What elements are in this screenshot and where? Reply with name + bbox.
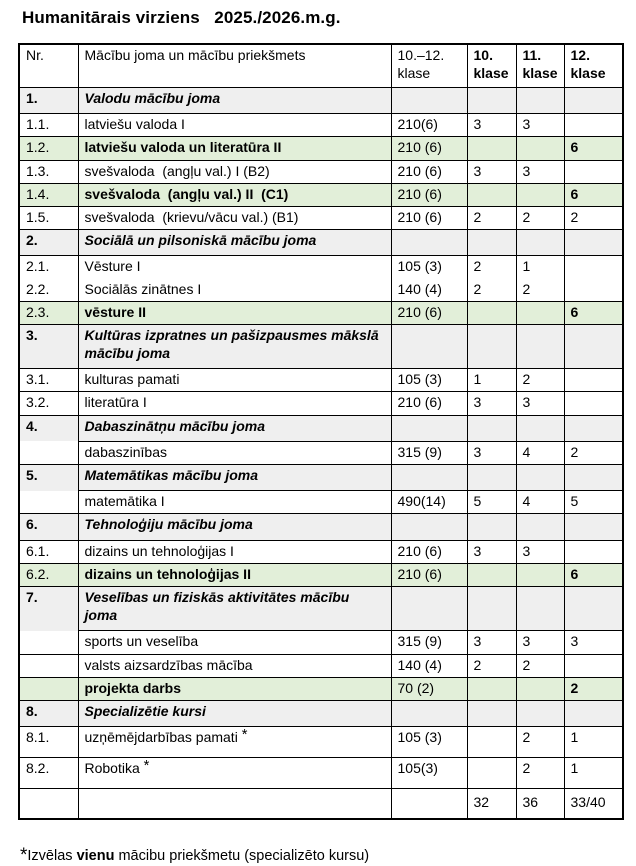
- subject-cell: Kultūras izpratnes un pašizpausmes mākslā mācību joma: [78, 324, 391, 368]
- subject-row: [19, 392, 623, 415]
- hours-total-cell: 210 (6): [391, 137, 467, 160]
- hours-total-cell: 210 (6): [391, 301, 467, 324]
- row-number-cell: 8.1.: [19, 727, 78, 758]
- highlighted-subject-row: [19, 183, 623, 206]
- subject-cell: Veselības un fiziskās aktivitātes mācību joma: [78, 586, 391, 630]
- grade-12-cell: 2: [564, 677, 623, 700]
- header-nr: Nr.: [19, 44, 78, 88]
- grade-12-cell: [564, 230, 623, 256]
- subject-cell: Valodu mācību joma: [78, 88, 391, 114]
- row-number-cell: [19, 677, 78, 700]
- footnote-text-bold: vienu: [76, 847, 115, 864]
- grade-11-cell: [516, 324, 564, 368]
- subject-cell: latviešu valoda I: [78, 114, 391, 137]
- subject-row: [19, 369, 623, 392]
- row-number-cell: 8.: [19, 700, 78, 726]
- grade-12-cell: [564, 324, 623, 368]
- grade-11-cell: [516, 301, 564, 324]
- hours-total-cell: 105 (3): [391, 727, 467, 758]
- grade-12-cell: [564, 586, 623, 630]
- hours-total-cell: 315 (9): [391, 441, 467, 464]
- grade-11-cell: [516, 700, 564, 726]
- hours-total-cell: 210 (6): [391, 160, 467, 183]
- subject-row: [19, 654, 623, 677]
- grade-10-cell: [467, 677, 516, 700]
- subject-cell: uzņēmējdarbības pamati *: [78, 727, 391, 758]
- grade-12-cell: [564, 114, 623, 137]
- asterisk-marker: *: [241, 727, 248, 744]
- grade-11-cell: 3: [516, 392, 564, 415]
- grade-12-cell: [564, 256, 623, 279]
- grade-11-cell: [516, 88, 564, 114]
- row-number-cell: [19, 654, 78, 677]
- hours-total-cell: [391, 586, 467, 630]
- subject-cell: sports un veselība: [78, 631, 391, 654]
- grade-11-cell: 4: [516, 441, 564, 464]
- grade-10-cell: [467, 586, 516, 630]
- grade-12-cell: 6: [564, 301, 623, 324]
- footnote-asterisk-icon: *: [20, 844, 28, 866]
- grade-11-cell: 2: [516, 279, 564, 302]
- grade-10-cell: 3: [467, 160, 516, 183]
- grade-10-cell: [467, 183, 516, 206]
- subject-cell: dabaszinības: [78, 441, 391, 464]
- row-number-cell: 6.2.: [19, 563, 78, 586]
- grade-10-cell: [467, 230, 516, 256]
- header-subject: Mācību joma un mācību priekšmets: [78, 44, 391, 88]
- row-number-cell: [19, 789, 78, 819]
- highlighted-subject-row: [19, 677, 623, 700]
- grade-12-cell: 2: [564, 206, 623, 229]
- subject-cell: vēsture II: [78, 301, 391, 324]
- hours-total-cell: [391, 88, 467, 114]
- subject-cell: Vēsture I: [78, 256, 391, 279]
- section-row: [19, 465, 623, 491]
- asterisk-marker: *: [143, 758, 150, 775]
- grade-11-cell: 2: [516, 727, 564, 758]
- footnote: [20, 844, 636, 866]
- grade-10-cell: [467, 514, 516, 540]
- hours-total-cell: 210 (6): [391, 206, 467, 229]
- row-number-cell: 6.1.: [19, 540, 78, 563]
- header-total-hours: 10.–12. klase: [391, 44, 467, 88]
- grade-10-cell: [467, 563, 516, 586]
- grade-11-cell: 3: [516, 160, 564, 183]
- grade-11-cell: [516, 230, 564, 256]
- row-number-cell: 7.: [19, 586, 78, 630]
- grade-11-cell: [516, 514, 564, 540]
- header-grade-11: 11. klase: [516, 44, 564, 88]
- subject-cell: projekta darbs: [78, 677, 391, 700]
- section-row: [19, 514, 623, 540]
- subject-cell: Dabaszinātņu mācību joma: [78, 415, 391, 441]
- hours-total-cell: 490(14): [391, 491, 467, 514]
- highlighted-subject-row: [19, 137, 623, 160]
- grade-10-cell: [467, 465, 516, 491]
- subject-cell: Matemātikas mācību joma: [78, 465, 391, 491]
- grade-10-cell: 3: [467, 114, 516, 137]
- row-number-cell: 4.: [19, 415, 78, 441]
- header-grade-12: 12. klase: [564, 44, 623, 88]
- hours-total-cell: [391, 324, 467, 368]
- subject-cell: Sociālā un pilsoniskā mācību joma: [78, 230, 391, 256]
- hours-total-cell: 140 (4): [391, 279, 467, 302]
- header-grade-10: 10. klase: [467, 44, 516, 88]
- footnote-text-pre: Izvēlas: [27, 847, 77, 864]
- grade-10-cell: [467, 301, 516, 324]
- row-number-cell: 2.2.: [19, 279, 78, 302]
- grade-10-cell: [467, 700, 516, 726]
- subject-cell: Tehnoloģiju mācību joma: [78, 514, 391, 540]
- grade-11-cell: [516, 586, 564, 630]
- row-number-cell: 1.5.: [19, 206, 78, 229]
- footnote-text-post: mācibu priekšmetu (specializēto kursu): [114, 847, 370, 864]
- hours-total-cell: 210 (6): [391, 563, 467, 586]
- grade-11-cell: [516, 465, 564, 491]
- row-number-cell: 1.3.: [19, 160, 78, 183]
- grade-10-cell: 32: [467, 789, 516, 819]
- grade-10-cell: 2: [467, 256, 516, 279]
- header-row: [19, 44, 623, 88]
- grade-12-cell: [564, 392, 623, 415]
- row-number-cell: 2.3.: [19, 301, 78, 324]
- subject-cell: Sociālās zinātnes I: [78, 279, 391, 302]
- hours-total-cell: 70 (2): [391, 677, 467, 700]
- subject-row: [19, 256, 623, 279]
- subject-row: [19, 441, 623, 464]
- row-number-cell: 1.1.: [19, 114, 78, 137]
- grade-12-cell: 6: [564, 183, 623, 206]
- row-number-cell: [19, 441, 78, 464]
- row-number-cell: 3.2.: [19, 392, 78, 415]
- hours-total-cell: [391, 465, 467, 491]
- highlighted-subject-row: [19, 563, 623, 586]
- row-number-cell: 3.: [19, 324, 78, 368]
- grade-11-cell: 3: [516, 114, 564, 137]
- hours-total-cell: 210 (6): [391, 183, 467, 206]
- hours-total-cell: 105 (3): [391, 256, 467, 279]
- subject-cell: valsts aizsardzības mācība: [78, 654, 391, 677]
- section-row: [19, 586, 623, 630]
- grade-12-cell: 3: [564, 631, 623, 654]
- hours-total-cell: [391, 700, 467, 726]
- section-row: [19, 415, 623, 441]
- grade-12-cell: 1: [564, 727, 623, 758]
- grade-12-cell: 6: [564, 563, 623, 586]
- grade-12-cell: [564, 654, 623, 677]
- grade-10-cell: 2: [467, 206, 516, 229]
- grade-12-cell: 6: [564, 137, 623, 160]
- subject-cell: [78, 789, 391, 819]
- grade-12-cell: [564, 465, 623, 491]
- grade-11-cell: 3: [516, 631, 564, 654]
- section-row: [19, 230, 623, 256]
- subject-cell: svešvaloda (angļu val.) II (C1): [78, 183, 391, 206]
- subject-cell: svešvaloda (angļu val.) I (B2): [78, 160, 391, 183]
- grade-12-cell: [564, 160, 623, 183]
- grade-11-cell: 2: [516, 369, 564, 392]
- grade-10-cell: 3: [467, 441, 516, 464]
- grade-10-cell: 2: [467, 279, 516, 302]
- totals-row: [19, 789, 623, 819]
- subject-cell: kulturas pamati: [78, 369, 391, 392]
- section-row: [19, 324, 623, 368]
- subject-row: [19, 727, 623, 758]
- subject-cell: svešvaloda (krievu/vācu val.) (B1): [78, 206, 391, 229]
- subject-cell: Specializētie kursi: [78, 700, 391, 726]
- row-number-cell: 2.1.: [19, 256, 78, 279]
- grade-10-cell: [467, 727, 516, 758]
- grade-12-cell: 5: [564, 491, 623, 514]
- grade-11-cell: 2: [516, 758, 564, 789]
- hours-total-cell: 315 (9): [391, 631, 467, 654]
- grade-11-cell: 4: [516, 491, 564, 514]
- hours-total-cell: [391, 789, 467, 819]
- grade-12-cell: [564, 700, 623, 726]
- subject-cell: latviešu valoda un literatūra II: [78, 137, 391, 160]
- grade-10-cell: [467, 324, 516, 368]
- grade-12-cell: [564, 540, 623, 563]
- row-number-cell: 1.2.: [19, 137, 78, 160]
- grade-11-cell: 2: [516, 654, 564, 677]
- hours-total-cell: [391, 230, 467, 256]
- hours-total-cell: [391, 415, 467, 441]
- grade-12-cell: [564, 88, 623, 114]
- subject-row: [19, 540, 623, 563]
- grade-12-cell: [564, 415, 623, 441]
- grade-12-cell: [564, 514, 623, 540]
- subject-cell: dizains un tehnoloģijas II: [78, 563, 391, 586]
- subject-row: [19, 758, 623, 789]
- grade-12-cell: [564, 369, 623, 392]
- grade-10-cell: [467, 88, 516, 114]
- grade-10-cell: 1: [467, 369, 516, 392]
- page-title: Humanitārais virziens 2025./2026.m.g.: [22, 8, 341, 27]
- row-number-cell: [19, 491, 78, 514]
- grade-10-cell: 3: [467, 631, 516, 654]
- grade-11-cell: 1: [516, 256, 564, 279]
- row-number-cell: 1.4.: [19, 183, 78, 206]
- subject-cell: literatūra I: [78, 392, 391, 415]
- grade-11-cell: [516, 183, 564, 206]
- hours-total-cell: 105 (3): [391, 369, 467, 392]
- subject-row: [19, 631, 623, 654]
- subject-row: [19, 491, 623, 514]
- subject-row: [19, 114, 623, 137]
- grade-10-cell: [467, 415, 516, 441]
- subject-row: [19, 160, 623, 183]
- section-row: [19, 88, 623, 114]
- row-number-cell: 2.: [19, 230, 78, 256]
- hours-total-cell: 105(3): [391, 758, 467, 789]
- grade-10-cell: 3: [467, 540, 516, 563]
- grade-12-cell: 2: [564, 441, 623, 464]
- subject-row: [19, 279, 623, 302]
- grade-11-cell: [516, 677, 564, 700]
- table-body: [19, 88, 623, 819]
- grade-10-cell: 3: [467, 392, 516, 415]
- subject-cell: Robotika *: [78, 758, 391, 789]
- grade-12-cell: [564, 279, 623, 302]
- subject-row: [19, 206, 623, 229]
- grade-10-cell: [467, 758, 516, 789]
- hours-total-cell: 140 (4): [391, 654, 467, 677]
- grade-10-cell: 2: [467, 654, 516, 677]
- row-number-cell: 8.2.: [19, 758, 78, 789]
- subject-cell: dizains un tehnoloģijas I: [78, 540, 391, 563]
- grade-11-cell: [516, 137, 564, 160]
- grade-11-cell: 2: [516, 206, 564, 229]
- grade-11-cell: 36: [516, 789, 564, 819]
- highlighted-subject-row: [19, 301, 623, 324]
- row-number-cell: 3.1.: [19, 369, 78, 392]
- hours-total-cell: [391, 514, 467, 540]
- subject-cell: matemātika I: [78, 491, 391, 514]
- row-number-cell: 6.: [19, 514, 78, 540]
- grade-10-cell: 5: [467, 491, 516, 514]
- grade-11-cell: [516, 415, 564, 441]
- hours-total-cell: 210 (6): [391, 540, 467, 563]
- row-number-cell: [19, 631, 78, 654]
- grade-10-cell: [467, 137, 516, 160]
- hours-total-cell: 210 (6): [391, 392, 467, 415]
- curriculum-table: [18, 43, 624, 820]
- row-number-cell: 5.: [19, 465, 78, 491]
- grade-12-cell: 33/40: [564, 789, 623, 819]
- grade-12-cell: 1: [564, 758, 623, 789]
- row-number-cell: 1.: [19, 88, 78, 114]
- hours-total-cell: 210(6): [391, 114, 467, 137]
- section-row: [19, 700, 623, 726]
- grade-11-cell: [516, 563, 564, 586]
- grade-11-cell: 3: [516, 540, 564, 563]
